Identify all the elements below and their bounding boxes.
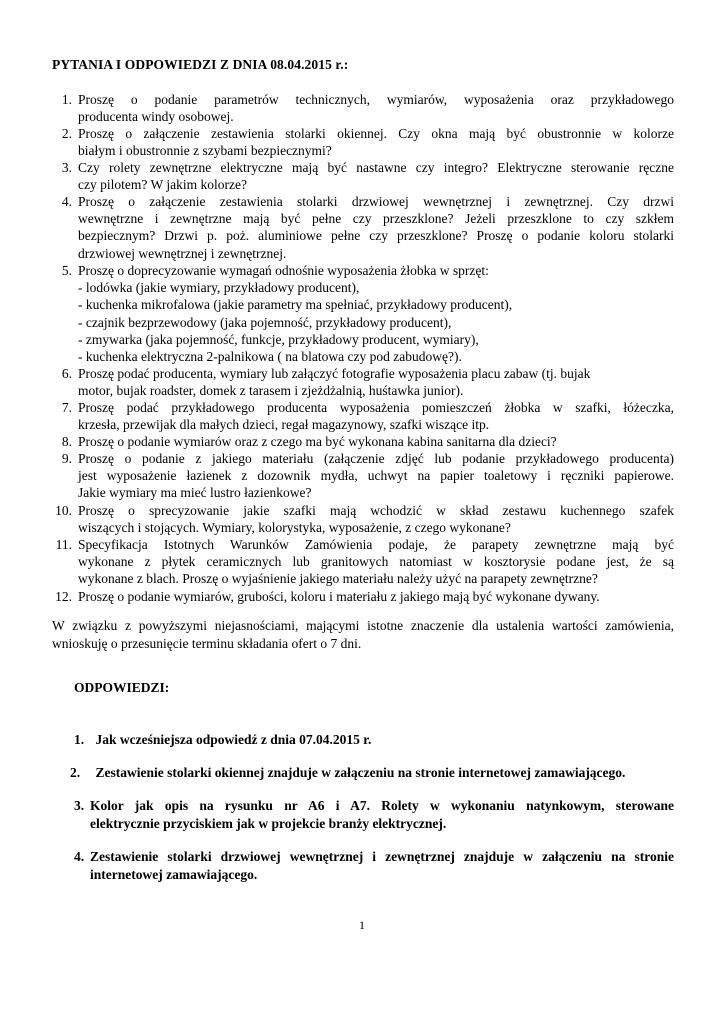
- question-line: Specyfikacja Istotnych Warunków Zamówienia podaje, że parapety zewnętrzne mają być: [78, 537, 674, 552]
- answer-line: Kolor jak opis na rysunku nr A6 i A7. Rolety w wykonaniu natynkowym, sterowane: [90, 798, 674, 813]
- question-line: producenta windy osobowej.: [78, 109, 234, 125]
- page-number: 1: [359, 918, 365, 932]
- answer-line: Zestawienie stolarki okiennej znajduje w załączeniu na stronie internetowej zamawiającego.: [95, 765, 626, 780]
- question-item: [61, 91, 674, 125]
- answer-line: Jak wcześniejsza odpowiedź z dnia 07.04.2015 r.: [95, 732, 372, 747]
- question-line: Jakie wymiary ma mieć lustro łazienkowe?: [78, 485, 312, 501]
- question-number: 6.: [61, 366, 72, 381]
- question-subitem: - czajnik bezprzewodowy (jaka pojemność, przykładowy producent),: [78, 314, 452, 330]
- answer-line: internetowej zamawiającego.: [90, 867, 258, 882]
- question-line: drzwiowej wewnętrznej i zewnętrznej.: [78, 245, 287, 261]
- question-line: wykonane z blach. Proszę o wyjaśnienie jakiego materiału należy użyć na parapety zewnętrzne?: [78, 571, 598, 587]
- question-line: Proszę podać przykładowego producenta wyposażenia pomieszczeń żłobka w szafki, łóżeczka,: [78, 400, 674, 415]
- question-line: Proszę o załączenie zestawienia stolarki okiennej. Czy okna mają być obustronnie w kolorze: [78, 126, 674, 141]
- question-line: Proszę o doprecyzowanie wymagań odnośnie wyposażenia żłobka w sprzęt:: [78, 263, 489, 278]
- answer-line: elektrycznie przyciskiem jak w projekcie branży elektrycznej.: [90, 816, 447, 831]
- answer-item: [74, 731, 371, 749]
- question-item: [61, 399, 674, 433]
- question-line: Czy rolety zewnętrzne elektryczne mają być nastawne czy integro? Elektryczne sterowanie ręczne: [78, 160, 674, 175]
- question-item: [61, 365, 674, 399]
- question-line: Proszę o podanie z jakiego materiału (załączenie zdjęć lub podanie przykładowego producenta): [78, 451, 674, 466]
- question-line: Proszę o podanie wymiarów oraz z czego ma być wykonana kabina sanitarna dla dzieci?: [78, 434, 557, 449]
- closing-line: wnioskuję o przesunięcie terminu składania ofert o 7 dni.: [52, 636, 362, 651]
- answers-heading: ODPOWIEDZI:: [74, 680, 170, 695]
- question-item: [61, 433, 674, 450]
- question-subitem: - kuchenka elektryczna 2-palnikowa ( na blatowa czy pod zabudowę?).: [78, 349, 462, 365]
- answer-number: 1.: [74, 732, 85, 747]
- answer-number: 3.: [74, 798, 85, 813]
- question-number: 4.: [61, 194, 72, 209]
- closing-paragraph: [52, 617, 674, 653]
- question-number: 12.: [55, 589, 72, 604]
- question-item: [61, 262, 674, 365]
- question-line: białym i obustronnie z szybami bezpiecznymi?: [78, 143, 332, 159]
- answer-item: [70, 764, 625, 782]
- question-subitem: - lodówka (jakie wymiary, przykładowy producent),: [78, 280, 360, 296]
- question-number: 9.: [61, 451, 72, 466]
- question-line: wewnętrzne i zewnętrzne mają być pełne czy przeszklone? Jeżeli przeszklone to czy szkłem: [78, 211, 674, 227]
- question-line: Proszę o sprecyzowanie jakie szafki mają wchodzić w skład zestawu kuchennego szafek: [78, 503, 674, 518]
- question-line: czy pilotem? W jakim kolorze?: [78, 177, 247, 193]
- question-number: 7.: [61, 400, 72, 415]
- question-line: motor, bujak roadster, domek z tarasem i zjeżdżalnią, huśtawka junior).: [78, 383, 464, 399]
- answer-item: [74, 797, 674, 833]
- document-title: PYTANIA I ODPOWIEDZI Z DNIA 08.04.2015 r.:: [52, 57, 349, 72]
- question-number: 2.: [61, 126, 72, 141]
- question-line: bezpiecznym? Drzwi p. poż. aluminiowe pełne czy przeszklone? Proszę o podanie koloru stolarki: [78, 228, 674, 244]
- question-item: [61, 159, 674, 193]
- answer-number: 4.: [74, 849, 85, 864]
- question-number: 1.: [61, 92, 72, 107]
- question-item: [61, 450, 674, 502]
- question-line: wiszących i stojących. Wymiary, kolorystyka, wyposażenie, z czego wykonane?: [78, 520, 511, 536]
- closing-line: W związku z powyższymi niejasnościami, mającymi istotne znaczenie dla ustalenia wartości zamówienia,: [52, 618, 674, 633]
- question-number: 8.: [61, 434, 72, 449]
- answer-item: [74, 848, 674, 884]
- question-item: [61, 125, 674, 159]
- question-number: 3.: [61, 160, 72, 175]
- question-line: krzesła, przewijak dla małych dzieci, regał magazynowy, szafki wiszące itp.: [78, 417, 490, 433]
- question-line: Proszę o podanie wymiarów, grubości, koloru i materiału z jakiego mają być wykonane dywany.: [78, 589, 600, 604]
- question-number: 5.: [61, 263, 72, 278]
- question-line: Proszę o załączenie zestawienia stolarki drzwiowej wewnętrznej i zewnętrznej. Czy drzwi: [78, 194, 674, 209]
- question-line: Proszę podać producenta, wymiary lub załączyć fotografie wyposażenia placu zabaw (tj. bujak: [78, 366, 591, 381]
- question-item: [55, 588, 674, 605]
- question-line: Proszę o podanie parametrów technicznych, wymiarów, wyposażenia oraz przykładowego: [78, 92, 674, 107]
- question-subitem: - kuchenka mikrofalowa (jakie parametry ma spełniać, przykładowy producent),: [78, 297, 513, 313]
- answer-line: Zestawienie stolarki drzwiowej wewnętrznej i zewnętrznej znajduje w załączeniu na stronie: [90, 849, 674, 864]
- answer-number: 2.: [70, 765, 81, 780]
- question-item: [61, 193, 674, 262]
- question-number: 10.: [55, 503, 72, 518]
- question-line: wykonane z płytek ceramicznych lub granitowych natomiast w kosztorysie podane jest, że są: [78, 554, 674, 570]
- question-item: [55, 502, 674, 536]
- question-subitem: - zmywarka (jaka pojemność, funkcje, przykładowy producent, wymiary),: [78, 331, 479, 347]
- question-line: jest wyposażenie łazienek z dozownik mydła, uchwyt na papier toaletowy i ręczniki papierowe.: [78, 468, 674, 484]
- question-item: [55, 536, 674, 588]
- question-number: 11.: [55, 537, 72, 552]
